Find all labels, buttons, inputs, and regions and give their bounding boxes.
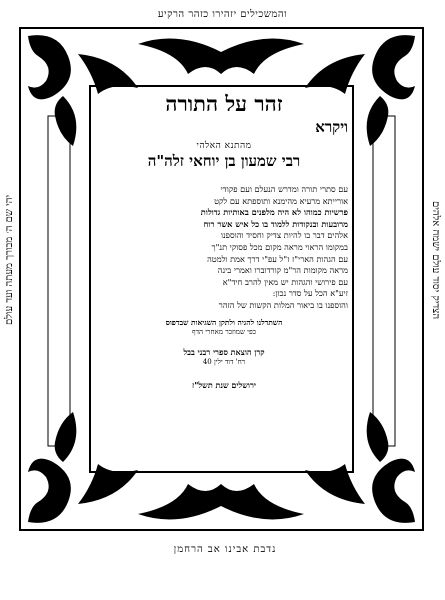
author-intro: מהתנא האלהי [196, 141, 252, 151]
description-line: במקומו הראוי מראה מקום מכל פסוקי תנ"ך [211, 241, 348, 252]
description-line: אורייתא מרעיא מהימנא ותוספתא עם לקט [214, 195, 348, 206]
description-line: עם סתרי תורה ומדרש הנעלם ועם פקודי [220, 184, 348, 194]
description-line: עם פירושי והגהות יש מאין להרב חיד"א [222, 276, 348, 287]
description-line: מראה מקומות הר"מ קורדוברו ואמרי בינה [217, 265, 348, 276]
corrections-notice: השתדלנו להגיה ולתקן השגיאות שבדפוס [165, 317, 283, 327]
description-line: אלהים דבר בו להיות צדיק וחסיד והוספנו [220, 230, 348, 241]
description-text [100, 184, 348, 312]
publisher: קרן הוצאת ספרי רבני בבל [183, 346, 265, 357]
author-name: רבי שמעון בן יוחאי זלה"ה [147, 152, 301, 170]
description-line: מרובעות ובנקודות ללמוד בו כל איש אשר רוח [203, 218, 348, 229]
right-border-inscription: הצדיק יסוד עולם ישמח אלהים [430, 200, 441, 320]
bottom-inscription: נדבת אבינו אב הרחמן [173, 544, 277, 555]
top-verse: והמשכילים יזהירו כזהר הרקיע [157, 9, 288, 20]
corrections-note: כפי שמוזכר מאחרי הדף [191, 327, 257, 336]
book-subtitle: ויקרא [315, 118, 348, 136]
description-line: עם הגהות הארי"ז ז"ל עפ"י דרך אמת ולמטה [207, 253, 348, 264]
publisher-address: רח' דוד ילין 40 [202, 357, 246, 366]
title-block [100, 92, 348, 390]
book-title: זהר על התורה [165, 91, 283, 116]
description-line: זיע"א הכל על סדר נכון: [272, 288, 348, 299]
left-border-inscription: יהי שם ה׳ מבורך מעתה ועד עולם [4, 194, 15, 326]
publication-place-date: ירושלים שנת תשל"ז [192, 379, 256, 390]
description-line: והוספנו בו ביאור המלות הקשות של הזהר [218, 299, 348, 310]
description-line: פרשיות כמוהו לא היה מלפנים באותיות גדולות [200, 207, 348, 218]
